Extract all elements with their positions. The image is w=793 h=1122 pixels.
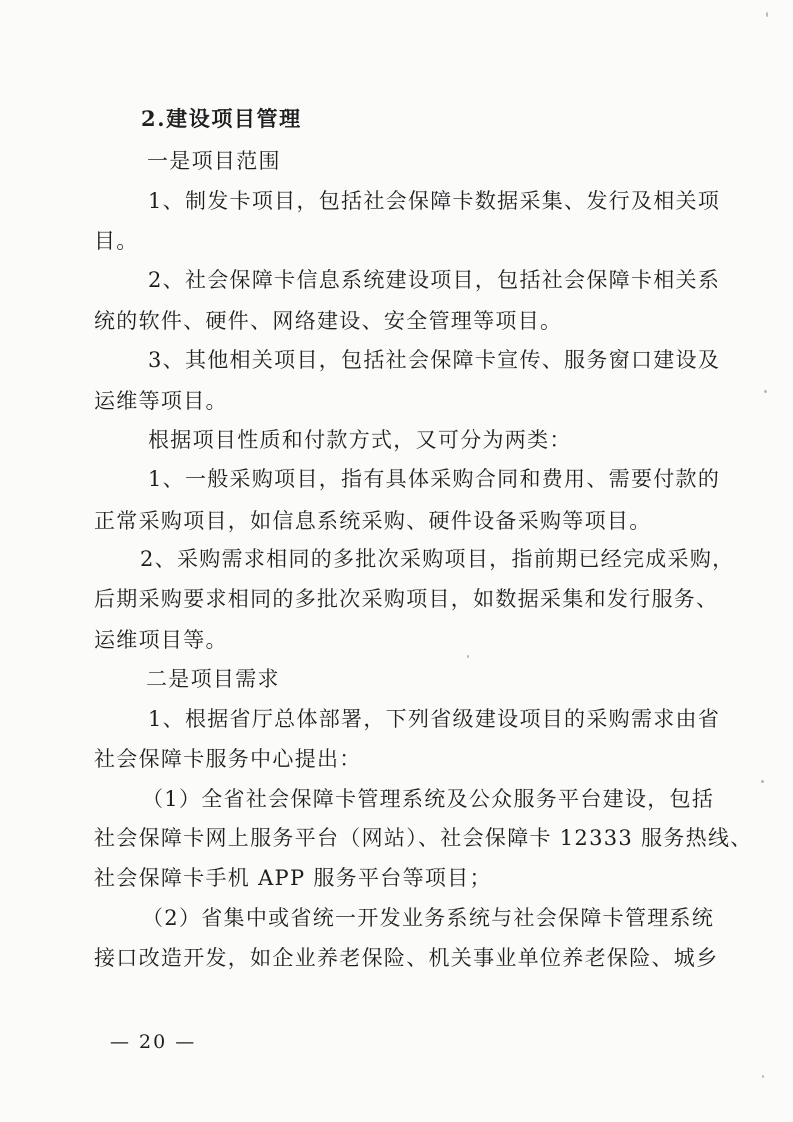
text-line: 后期采购要求相同的多批次采购项目，如数据采集和发行服务、 — [94, 587, 719, 611]
text-line: 运维项目等。 — [94, 628, 228, 652]
scan-speck — [761, 780, 764, 783]
text-line: 社会保障卡手机 APP 服务平台等项目； — [94, 866, 492, 890]
text-line: 目。 — [94, 229, 139, 253]
text-line: （1）全省社会保障卡管理系统及公众服务平台建设，包括 — [142, 787, 715, 811]
text-line: 社会保障卡网上服务平台（网站）、社会保障卡 12333 服务热线、 — [94, 826, 753, 850]
text-line: 运维等项目。 — [94, 389, 228, 413]
text-line: 统的软件、硬件、网络建设、安全管理等项目。 — [94, 309, 563, 333]
scan-speck — [764, 390, 767, 393]
subheading-demand: 二是项目需求 — [146, 667, 280, 691]
section-heading: 2.建设项目管理 — [141, 106, 302, 131]
scan-speck — [762, 1075, 764, 1078]
text-line: 正常采购项目，如信息系统采购、硬件设备采购等项目。 — [94, 509, 652, 533]
text-line: 1、根据省厅总体部署，下列省级建设项目的采购需求由省 — [148, 707, 721, 731]
text-line: （2）省集中或省统一开发业务系统与社会保障卡管理系统 — [142, 906, 715, 930]
text-line: 3、其他相关项目，包括社会保障卡宣传、服务窗口建设及 — [148, 348, 721, 372]
subheading-scope: 一是项目范围 — [147, 149, 281, 173]
page-number: — 20 — — [110, 1031, 197, 1053]
text-line: 根据项目性质和付款方式，又可分为两类： — [148, 428, 572, 452]
scan-speck — [467, 655, 469, 658]
text-line: 接口改造开发，如企业养老保险、机关事业单位养老保险、城乡 — [94, 946, 719, 970]
text-line: 1、一般采购项目，指有具体采购合同和费用、需要付款的 — [148, 467, 721, 491]
text-line: 1、制发卡项目，包括社会保障卡数据采集、发行及相关项 — [148, 189, 721, 213]
text-line: 社会保障卡服务中心提出： — [94, 747, 362, 771]
scan-speck — [766, 12, 768, 17]
text-line: 2、采购需求相同的多批次采购项目，指前期已经完成采购， — [140, 547, 735, 571]
text-line: 2、社会保障卡信息系统建设项目，包括社会保障卡相关系 — [148, 268, 721, 292]
